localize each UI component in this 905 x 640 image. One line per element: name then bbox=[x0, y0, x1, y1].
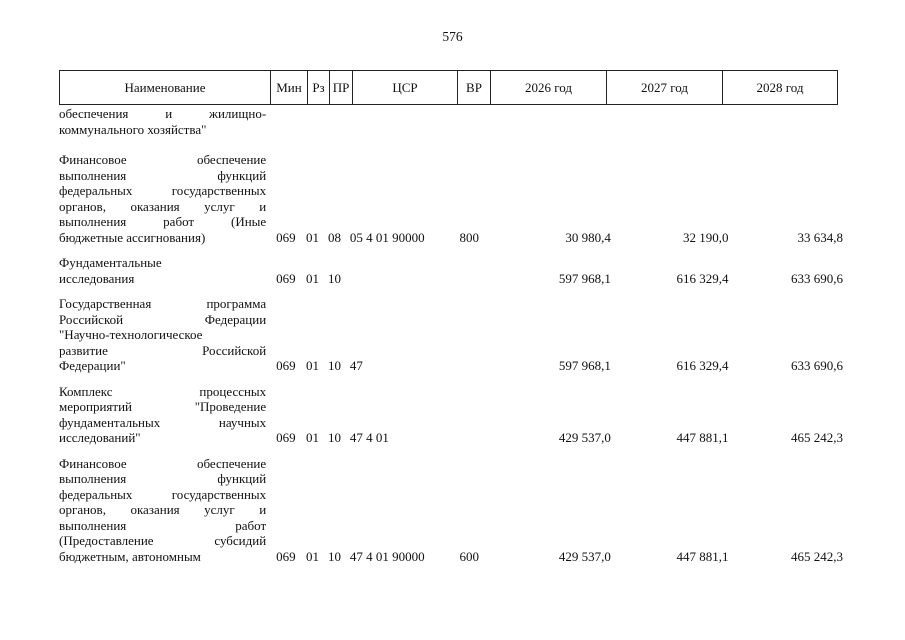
row-pr: 10 bbox=[327, 430, 341, 445]
table-row bbox=[59, 106, 843, 137]
row-min: 069 bbox=[276, 358, 296, 373]
row-value-2028: 633 690,6 bbox=[790, 270, 843, 286]
row-value-2027: 447 881,1 bbox=[676, 430, 729, 445]
row-name bbox=[59, 106, 266, 137]
row-value-2027: 616 329,4 bbox=[676, 270, 729, 286]
row-rz: 01 bbox=[306, 229, 320, 245]
row-value-2028: 465 242,3 bbox=[790, 548, 843, 564]
row-value-2026: 597 968,1 bbox=[558, 358, 611, 373]
row-min: 069 bbox=[276, 229, 296, 245]
row-name-line: органов, оказания услуг и bbox=[59, 198, 267, 214]
header-2027: 2027 год bbox=[607, 71, 723, 105]
row-name-line: (Предоставление субсидий bbox=[59, 533, 267, 548]
row-value-2027: 447 881,1 bbox=[676, 548, 729, 564]
row-name-line: Государственная программа bbox=[59, 296, 267, 311]
row-name bbox=[59, 152, 266, 245]
table-header bbox=[59, 70, 838, 105]
row-pr: 10 bbox=[327, 358, 341, 373]
row-name-line: Российской Федерации bbox=[59, 311, 267, 327]
row-value-2026: 429 537,0 bbox=[558, 548, 611, 564]
row-name-line: выполнения функций bbox=[59, 167, 267, 183]
row-rz: 01 bbox=[306, 270, 320, 286]
table-row bbox=[59, 255, 843, 286]
row-name-line: Фундаментальные bbox=[59, 255, 162, 270]
row-name-line: обеспечения и жилищно- bbox=[59, 106, 267, 121]
row-name-line: Финансовое обеспечение bbox=[59, 455, 267, 471]
row-value-2026: 30 980,4 bbox=[565, 229, 611, 245]
row-pr: 10 bbox=[327, 548, 341, 564]
table-row bbox=[59, 152, 843, 245]
header-min: Мин bbox=[271, 71, 308, 105]
header-2026: 2026 год bbox=[491, 71, 607, 105]
row-value-2026: 597 968,1 bbox=[558, 270, 611, 286]
row-pr: 10 bbox=[327, 270, 341, 286]
table-body bbox=[59, 106, 843, 574]
row-vr: 800 bbox=[459, 229, 479, 245]
row-name-line: развитие Российской bbox=[59, 342, 267, 358]
row-name-line: "Научно-технологическое bbox=[59, 327, 203, 342]
row-name-line: бюджетным, автономным bbox=[59, 548, 201, 564]
row-name-line: федеральных государственных bbox=[59, 183, 267, 198]
page-number: 576 bbox=[442, 29, 463, 44]
row-name-line: коммунального хозяйства" bbox=[59, 121, 207, 137]
row-min: 069 bbox=[276, 430, 296, 445]
row-pr: 08 bbox=[327, 229, 341, 245]
header-2028: 2028 год bbox=[723, 71, 838, 105]
row-value-2026: 429 537,0 bbox=[558, 430, 611, 445]
table-row bbox=[59, 456, 843, 565]
table-row bbox=[59, 384, 843, 446]
row-csr: 47 4 01 90000 bbox=[349, 548, 425, 564]
row-name-line: федеральных государственных bbox=[59, 486, 267, 502]
row-value-2027: 616 329,4 bbox=[676, 358, 729, 373]
row-name-line: мероприятий "Проведение bbox=[59, 399, 267, 414]
row-name-line: Федерации" bbox=[59, 358, 126, 373]
row-name-line: исследований" bbox=[59, 430, 141, 445]
row-vr: 600 bbox=[459, 548, 479, 564]
row-csr: 05 4 01 90000 bbox=[349, 229, 425, 245]
row-value-2028: 465 242,3 bbox=[790, 430, 843, 445]
row-name bbox=[59, 456, 266, 565]
row-name-line: органов, оказания услуг и bbox=[59, 502, 267, 517]
row-rz: 01 bbox=[306, 358, 320, 373]
row-name-line: исследования bbox=[59, 270, 135, 286]
header-rz: Рз bbox=[308, 71, 330, 105]
header-csr: ЦСР bbox=[353, 71, 458, 105]
row-csr: 47 bbox=[349, 358, 363, 373]
row-value-2028: 33 634,8 bbox=[797, 229, 843, 245]
row-name-line: выполнения работ (Иные bbox=[59, 214, 267, 229]
row-name-line: фундаментальных научных bbox=[59, 414, 267, 430]
row-value-2028: 633 690,6 bbox=[790, 358, 843, 373]
row-rz: 01 bbox=[306, 430, 320, 445]
row-name-line: бюджетные ассигнования) bbox=[59, 229, 206, 245]
row-min: 069 bbox=[276, 270, 296, 286]
row-min: 069 bbox=[276, 548, 296, 564]
table-row bbox=[59, 296, 843, 374]
row-name bbox=[59, 255, 266, 286]
row-name-line: Финансовое обеспечение bbox=[59, 152, 267, 167]
row-rz: 01 bbox=[306, 548, 320, 564]
header-name: Наименование bbox=[60, 71, 271, 105]
row-name-line: выполнения функций bbox=[59, 471, 267, 486]
row-name-line: выполнения работ bbox=[59, 517, 267, 533]
header-pr: ПР bbox=[330, 71, 353, 105]
row-csr: 47 4 01 bbox=[349, 430, 389, 445]
row-name bbox=[59, 296, 266, 374]
row-name bbox=[59, 384, 266, 446]
row-name-line: Комплекс процессных bbox=[59, 383, 267, 399]
header-vr: ВР bbox=[458, 71, 491, 105]
row-value-2027: 32 190,0 bbox=[682, 229, 729, 245]
